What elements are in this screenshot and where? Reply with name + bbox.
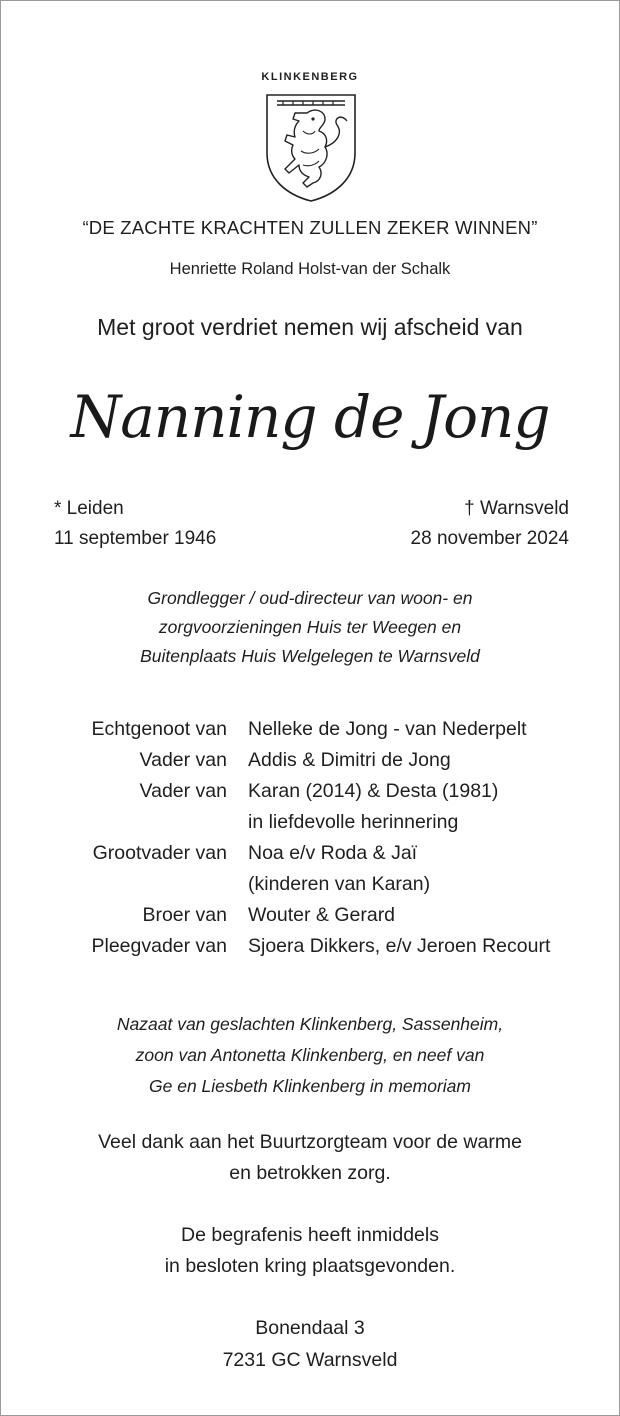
relation-row bbox=[1, 776, 619, 838]
relation-name: Sjoera Dikkers, e/v Jeroen Recourt bbox=[248, 935, 551, 957]
thanks-text bbox=[1, 1127, 619, 1189]
deceased-name: Nanning de Jong bbox=[70, 383, 550, 451]
death-date: 28 november 2024 bbox=[410, 528, 569, 549]
relation-names bbox=[248, 714, 527, 745]
relation-role: Pleegvader van bbox=[91, 935, 227, 957]
relation-role: Broer van bbox=[142, 904, 227, 926]
thanks-line: Veel dank aan het Buurtzorgteam voor de warme bbox=[98, 1131, 522, 1153]
relation-names bbox=[248, 900, 395, 931]
funeral-text bbox=[1, 1220, 619, 1282]
relation-role: Vader van bbox=[139, 780, 227, 802]
relation-role: Grootvader van bbox=[92, 842, 227, 864]
relation-row bbox=[1, 838, 619, 900]
relation-names bbox=[248, 838, 430, 900]
birth-info bbox=[54, 494, 216, 554]
birth-date: 11 september 1946 bbox=[54, 528, 217, 549]
quote-author: Henriette Roland Holst-van der Schalk bbox=[169, 260, 451, 278]
relation-name: Noa e/v Roda & Jaï bbox=[248, 842, 418, 864]
thanks-line: en betrokken zorg. bbox=[229, 1162, 391, 1184]
relation-role: Vader van bbox=[139, 749, 227, 771]
biography bbox=[1, 584, 619, 671]
relation-name: Nelleke de Jong - van Nederpelt bbox=[248, 718, 527, 740]
relation-names bbox=[248, 931, 550, 962]
relation-name: Karan (2014) & Desta (1981) bbox=[248, 780, 499, 802]
lion-rampant-shield-icon bbox=[263, 91, 359, 203]
relation-name: (kinderen van Karan) bbox=[248, 873, 431, 895]
crest-family-name: KLINKENBERG bbox=[261, 71, 359, 83]
death-place: † Warnsveld bbox=[464, 498, 569, 519]
family-relations bbox=[1, 714, 619, 962]
relation-row bbox=[1, 714, 619, 745]
correspondence-address bbox=[1, 1312, 619, 1376]
lineage-text bbox=[1, 1009, 619, 1102]
relation-row bbox=[1, 745, 619, 776]
funeral-line: De begrafenis heeft inmiddels bbox=[181, 1224, 439, 1246]
relation-role: Echtgenoot van bbox=[91, 718, 227, 740]
relation-names bbox=[248, 745, 451, 776]
intro-line: Met groot verdriet nemen wij afscheid van bbox=[97, 314, 523, 340]
lineage-line: Nazaat van geslachten Klinkenberg, Sassenheim, bbox=[116, 1014, 504, 1034]
relation-row bbox=[1, 900, 619, 931]
death-info bbox=[411, 494, 569, 554]
address-street: Bonendaal 3 bbox=[255, 1317, 365, 1339]
lineage-line: Ge en Liesbeth Klinkenberg in memoriam bbox=[149, 1076, 471, 1096]
address-city: 7231 GC Warnsveld bbox=[222, 1349, 398, 1371]
quote: “DE ZACHTE KRACHTEN ZULLEN ZEKER WINNEN” bbox=[82, 217, 538, 238]
funeral-line: in besloten kring plaatsgevonden. bbox=[164, 1255, 456, 1277]
relation-names bbox=[248, 776, 498, 838]
bio-line: zorgvoorzieningen Huis ter Weegen en bbox=[158, 617, 462, 637]
relation-name: in liefdevolle herinnering bbox=[248, 811, 459, 833]
relation-name: Wouter & Gerard bbox=[248, 904, 396, 926]
relation-name: Addis & Dimitri de Jong bbox=[248, 749, 451, 771]
relation-row bbox=[1, 931, 619, 962]
lineage-line: zoon van Antonetta Klinkenberg, en neef van bbox=[135, 1045, 485, 1065]
birth-place: * Leiden bbox=[54, 498, 124, 519]
bio-line: Grondlegger / oud-directeur van woon- en bbox=[147, 588, 473, 608]
bio-line: Buitenplaats Huis Welgelegen te Warnsveld bbox=[140, 646, 480, 666]
